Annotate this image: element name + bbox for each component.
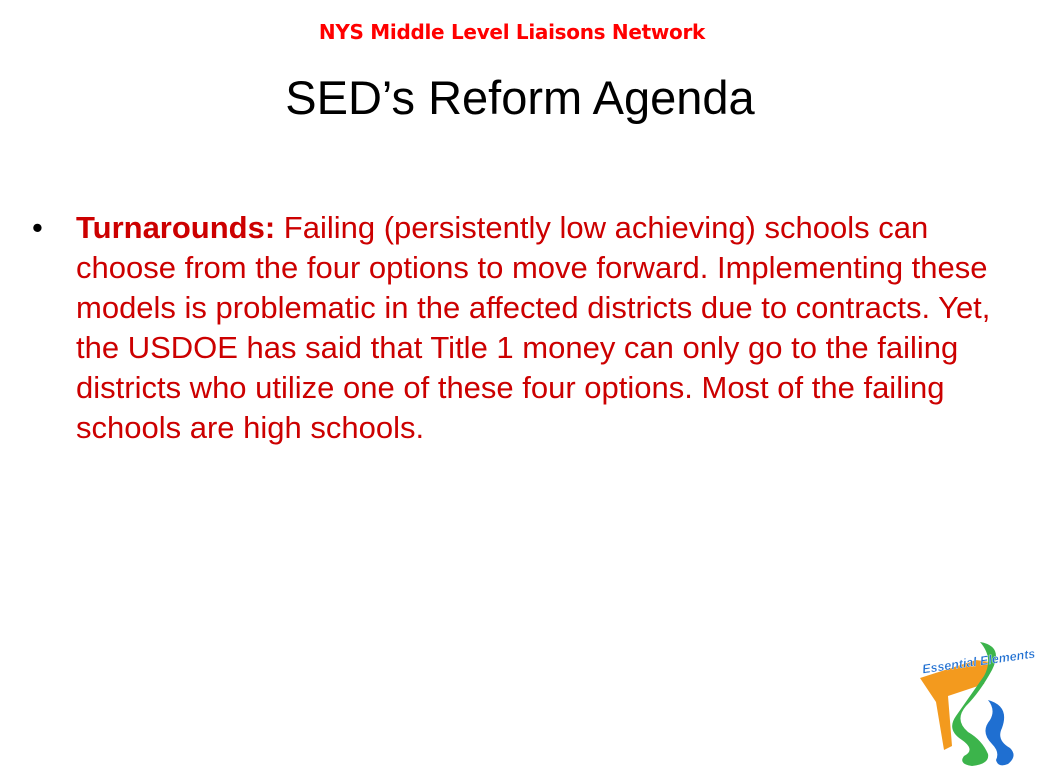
bullet-text: Failing (persistently low achieving) schools can choose from the four options to move forward. Implementing these models is problematic in the affected districts due to contracts. Yet, the USDOE has said that Title 1 money can only go to the failing districts who utilize one of these four options. Most of the failing schools are high schools. <box>76 210 991 445</box>
slide-title: SED’s Reform Agenda <box>285 71 755 124</box>
essential-elements-logo <box>918 636 1037 768</box>
bullet-item <box>32 208 992 448</box>
slide-header: NYS Middle Level Liaisons Network <box>318 20 706 44</box>
logo-text: Essential Elements <box>921 646 1037 677</box>
bullet-marker: • <box>32 210 43 245</box>
bullet-list <box>32 208 992 448</box>
logo-blue-stroke <box>985 700 1013 765</box>
bullet-term: Turnarounds: <box>76 210 276 245</box>
